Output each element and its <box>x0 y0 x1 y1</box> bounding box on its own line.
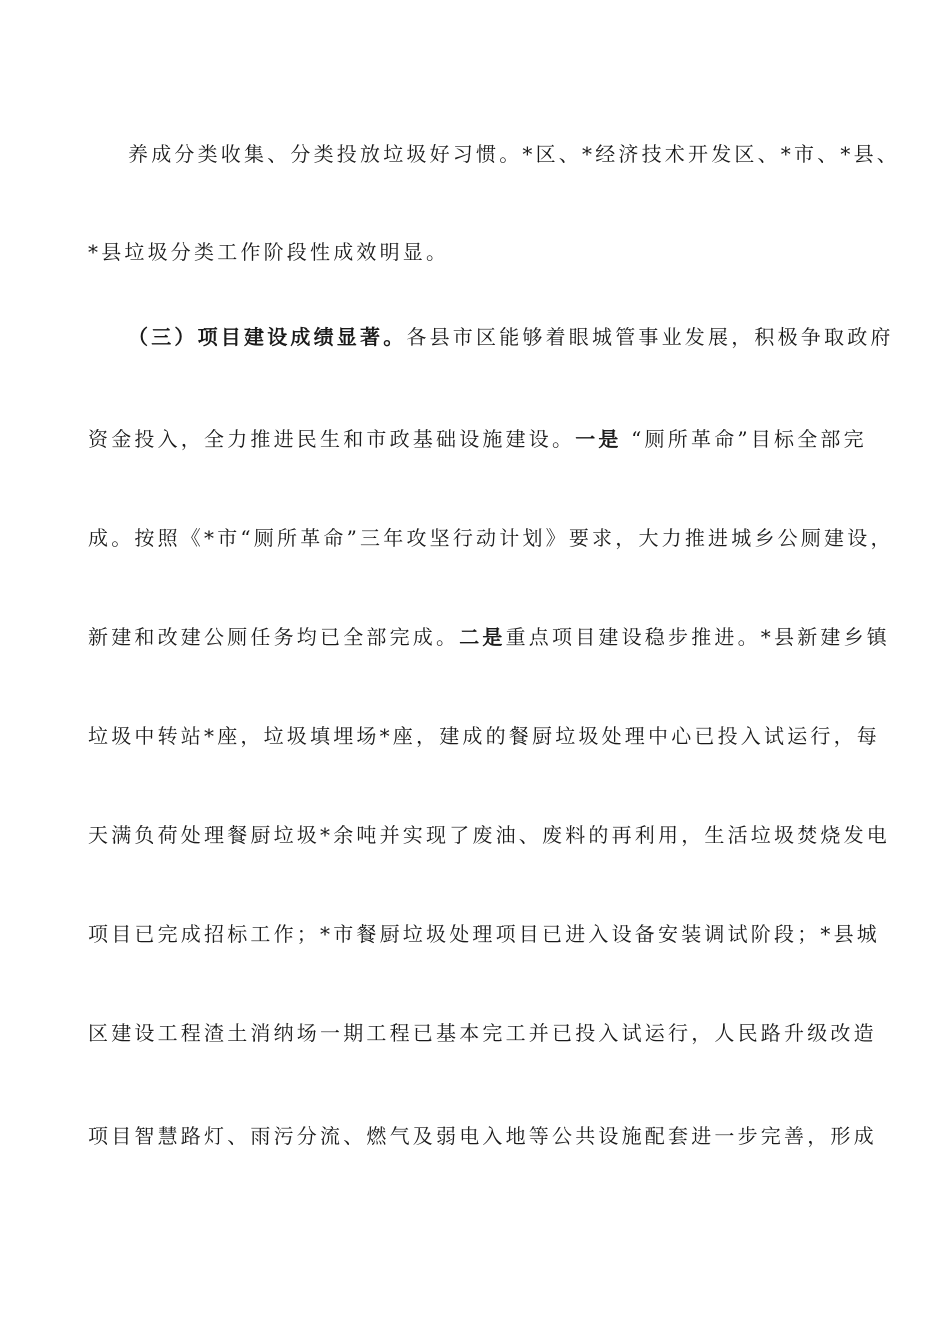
paragraph-line <box>88 820 890 850</box>
text-run: 重点项目建设稳步推进。*县新建乡镇 <box>505 625 891 649</box>
text-run: “厕所革命”目标全部完 <box>621 427 867 451</box>
text-run: 资金投入，全力推进民生和市政基础设施建设。 <box>88 427 576 451</box>
paragraph-line <box>88 1018 878 1048</box>
text-run: 天满负荷处理餐厨垃圾*余吨并实现了废油、废料的再利用，生活垃圾焚烧发电 <box>88 823 890 847</box>
paragraph-line <box>88 1121 878 1151</box>
paragraph-line <box>88 424 878 454</box>
paragraph-line <box>128 322 894 352</box>
paragraph-line <box>128 139 900 169</box>
text-run: 区建设工程渣土消纳场一期工程已基本完工并已投入试运行，人民路升级改造 <box>88 1021 877 1045</box>
paragraph-line <box>88 919 878 949</box>
text-run: 新建和改建公厕任务均已全部完成。 <box>88 625 460 649</box>
bold-marker: 二是 <box>459 625 506 649</box>
text-run: *县垃圾分类工作阶段性成效明显。 <box>88 240 450 264</box>
text-run: 成。按照《*市“厕所革命”三年攻坚行动计划》要求，大力推进城乡公厕建设， <box>88 526 894 550</box>
section-heading: （三）项目建设成绩显著。 <box>128 325 407 349</box>
paragraph-line <box>88 237 878 267</box>
paragraph-line <box>88 721 878 751</box>
text-run: 各县市区能够着眼城管事业发展，积极争取政府 <box>406 325 894 349</box>
paragraph-line <box>88 622 891 652</box>
text-run: 垃圾中转站*座，垃圾填埋场*座，建成的餐厨垃圾处理中心已投入试运行，每 <box>88 724 880 748</box>
text-run: 养成分类收集、分类投放垃圾好习惯。*区、*经济技术开发区、*市、*县、 <box>128 142 900 166</box>
text-run: 项目已完成招标工作；*市餐厨垃圾处理项目已进入设备安装调试阶段；*县城 <box>88 922 880 946</box>
text-run: 项目智慧路灯、雨污分流、燃气及弱电入地等公共设施配套进一步完善，形成 <box>88 1124 877 1148</box>
paragraph-line <box>88 523 894 553</box>
bold-marker: 一是 <box>575 427 622 451</box>
